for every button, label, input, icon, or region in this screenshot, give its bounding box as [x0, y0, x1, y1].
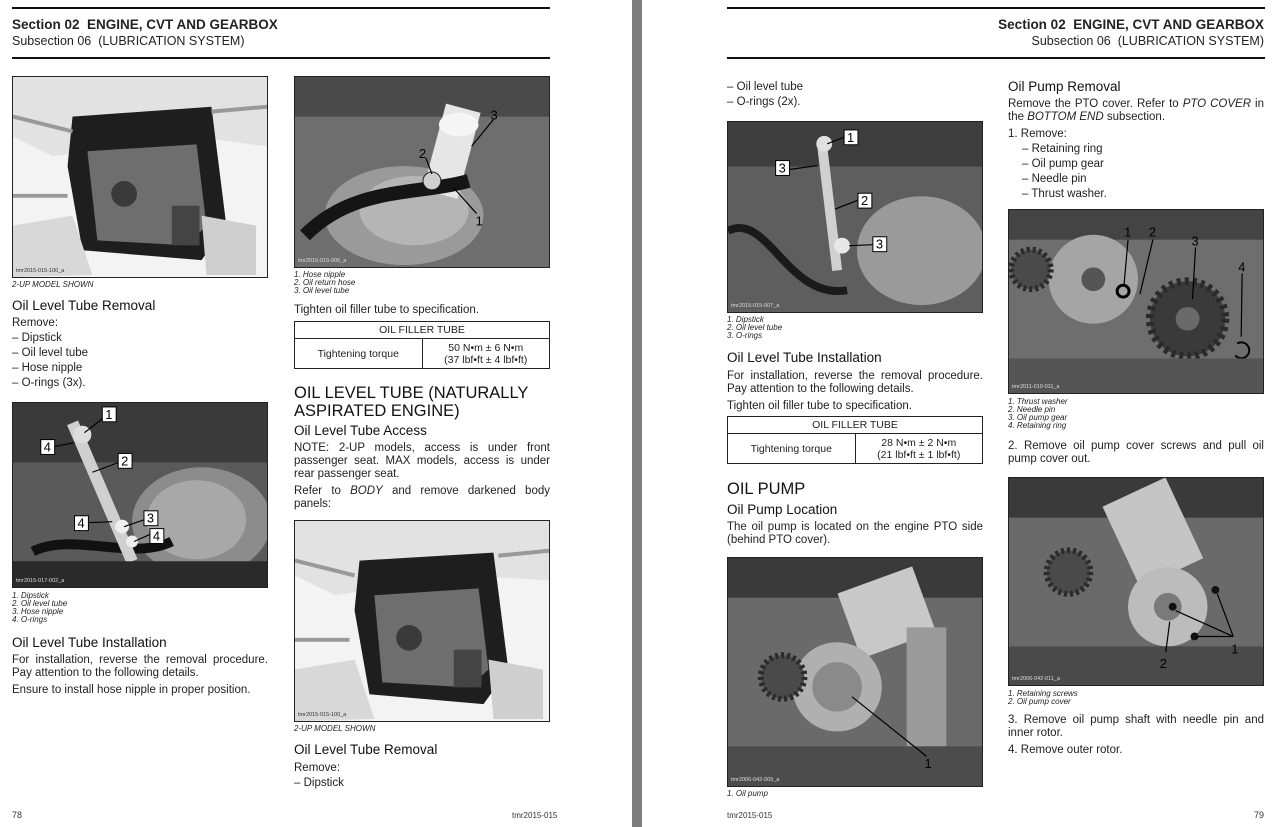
- legend-item: 1. Thrust washer: [1008, 397, 1068, 406]
- install-paragraph: Ensure to install hose nipple in proper position.: [12, 684, 251, 696]
- spec-table-header: OIL FILLER TUBE: [295, 322, 550, 339]
- header-top-rule: [12, 7, 550, 9]
- page-number: 79: [1253, 810, 1264, 820]
- callout-label: 1: [924, 756, 932, 772]
- list-item: – Thrust washer.: [1022, 188, 1107, 200]
- hose-nipple-figure: [294, 76, 550, 268]
- header-bottom-rule: [727, 57, 1265, 59]
- spec-table-label: Tightening torque: [728, 434, 856, 464]
- legend-item: 3. O-rings: [727, 331, 763, 340]
- callout-label: 4: [43, 439, 51, 455]
- section-heading: Section 02 ENGINE, CVT AND GEARBOX: [12, 17, 278, 32]
- legend-item: 1. Retaining screws: [1008, 689, 1078, 698]
- figure-code: tmr2015-015-100_a: [298, 712, 347, 719]
- access-heading: Oil Level Tube Access: [294, 423, 427, 438]
- list-item: – Dipstick: [12, 332, 62, 344]
- legend-item: 1. Oil pump: [727, 789, 768, 798]
- location-paragraph: The oil pump is located on the engine PTO side (behind PTO cover).: [727, 521, 983, 546]
- subsection-heading: Subsection 06 (LUBRICATION SYSTEM): [1031, 34, 1264, 48]
- pump-removal-heading: Oil Pump Removal: [1008, 79, 1121, 94]
- list-item: – O-rings (2x).: [727, 96, 801, 108]
- callout-label: 2: [419, 146, 427, 162]
- engine-dipstick-figure: [12, 402, 268, 588]
- section-heading: Section 02 ENGINE, CVT AND GEARBOX: [998, 17, 1264, 32]
- figure-code: tmr2011-010-011_a: [1012, 384, 1060, 391]
- legend-item: 2. Oil level tube: [727, 323, 783, 332]
- legend-item: 3. Oil pump gear: [1008, 413, 1068, 422]
- install-heading: Oil Level Tube Installation: [12, 635, 167, 650]
- callout-label: 1: [1231, 641, 1239, 657]
- right-page: [642, 0, 1280, 827]
- note-paragraph: NOTE: 2-UP models, access is under front passenger seat. MAX models, access is under rear passenger seat.: [294, 442, 550, 480]
- spec-table: [294, 321, 550, 369]
- legend-item: 4. Retaining ring: [1008, 421, 1067, 430]
- figure-caption: 2-UP MODEL SHOWN: [294, 724, 376, 733]
- figure-code: tmr2006-042-009_a: [731, 777, 780, 784]
- figure-code: tmr2015-017-002_a: [16, 578, 65, 585]
- page-gutter: [632, 0, 642, 827]
- spec-table-label: Tightening torque: [295, 339, 423, 369]
- tighten-instruction: Tighten oil filler tube to specification.: [294, 304, 479, 316]
- step-item: 4. Remove outer rotor.: [1008, 744, 1123, 756]
- legend-item: 4. O-rings: [12, 615, 48, 624]
- step-item: 1. Remove:: [1008, 128, 1067, 140]
- page-number: 78: [12, 810, 23, 820]
- engine-tube-figure: [727, 121, 983, 313]
- callout-label: 1: [1124, 224, 1132, 240]
- figure-code: tmr2015-015-007_a: [731, 303, 780, 310]
- removal-intro: Remove:: [12, 317, 59, 329]
- doc-code: tmr2015-015: [727, 811, 773, 820]
- figure-code: tmr2015-015-006_a: [298, 258, 347, 265]
- spec-table: [727, 416, 983, 464]
- removal-heading: Oil Level Tube Removal: [12, 298, 156, 313]
- callout-label: 2: [121, 453, 129, 469]
- callout-label: 3: [146, 510, 155, 526]
- oil-pump-location-figure: [727, 557, 983, 787]
- tighten-instruction: Tighten oil filler tube to specification.: [727, 400, 912, 412]
- list-item: – Oil level tube: [12, 347, 89, 359]
- pump-removal-paragraph: Remove the PTO cover. Refer to PTO COVER in the BOTTOM END subsection.: [1008, 98, 1264, 123]
- figure-code: tmr2006-042-011_a: [1012, 676, 1060, 683]
- doc-code: tmr2015-015: [512, 811, 558, 820]
- callout-label: 3: [490, 107, 498, 123]
- location-heading: Oil Pump Location: [727, 502, 838, 517]
- section-title: OIL LEVEL TUBE (NATURALLY ASPIRATED ENGINE): [294, 384, 529, 420]
- callout-label: 2: [1159, 656, 1167, 672]
- pump-gear-figure: [1008, 209, 1264, 394]
- list-item: – O-rings (3x).: [12, 377, 86, 389]
- install-paragraph: For installation, reverse the removal procedure. Pay attention to the following details.: [727, 370, 983, 395]
- left-page: [0, 0, 632, 827]
- list-item: – Oil pump gear: [1022, 158, 1104, 170]
- header-top-rule: [727, 7, 1265, 9]
- list-item: – Needle pin: [1022, 173, 1087, 185]
- spec-table-header: OIL FILLER TUBE: [728, 417, 983, 434]
- callout-label: 3: [875, 236, 884, 252]
- install-paragraph: For installation, reverse the removal procedure. Pay attention to the following details.: [12, 654, 268, 679]
- legend-item: 1. Hose nipple: [294, 270, 346, 279]
- spec-table-value: 50 N•m ± 6 N•m (37 lbf•ft ± 4 lbf•ft): [422, 339, 550, 369]
- legend-item: 3. Hose nipple: [12, 607, 64, 616]
- figure-caption: 2-UP MODEL SHOWN: [12, 280, 94, 289]
- figure-code: tmr2015-015-100_a: [16, 268, 65, 275]
- spec-table-value: 28 N•m ± 2 N•m (21 lbf•ft ± 1 lbf•ft): [855, 434, 983, 464]
- removal-heading: Oil Level Tube Removal: [294, 742, 438, 757]
- callout-label: 1: [105, 406, 113, 422]
- callout-label: 1: [475, 213, 483, 229]
- list-item: – Retaining ring: [1022, 143, 1103, 155]
- pump-cover-figure: [1008, 477, 1264, 686]
- legend-item: 2. Oil level tube: [12, 599, 68, 608]
- callout-label: 1: [847, 129, 855, 145]
- callout-label: 2: [1148, 224, 1157, 240]
- legend-item: 1. Dipstick: [12, 591, 49, 600]
- section-title: OIL PUMP: [727, 480, 806, 498]
- refer-paragraph: Refer to BODY and remove darkened body panels:: [294, 485, 550, 510]
- body-panels-figure: [294, 520, 550, 722]
- callout-label: 4: [77, 515, 85, 531]
- callout-label: 4: [152, 528, 161, 544]
- callout-label: 2: [860, 193, 869, 209]
- legend-item: 2. Needle pin: [1008, 405, 1056, 414]
- vehicle-body-figure: [12, 76, 268, 278]
- subsection-heading: Subsection 06 (LUBRICATION SYSTEM): [12, 34, 245, 48]
- list-item: – Oil level tube: [727, 81, 804, 93]
- legend-item: 3. Oil level tube: [294, 286, 350, 295]
- callout-label: 3: [778, 160, 786, 176]
- removal-intro: Remove:: [294, 762, 341, 774]
- legend-item: 2. Oil return hose: [294, 278, 356, 287]
- step-item: 2. Remove oil pump cover screws and pull oil pump cover out.: [1008, 440, 1264, 465]
- callout-label: 4: [1238, 259, 1246, 275]
- install-heading: Oil Level Tube Installation: [727, 350, 882, 365]
- callout-label: 3: [1191, 233, 1199, 249]
- legend-item: 1. Dipstick: [727, 315, 764, 324]
- legend-item: 2. Oil pump cover: [1008, 697, 1071, 706]
- list-item: – Dipstick: [294, 777, 344, 789]
- header-bottom-rule: [12, 57, 550, 59]
- step-item: 3. Remove oil pump shaft with needle pin and inner rotor.: [1008, 714, 1264, 739]
- list-item: – Hose nipple: [12, 362, 83, 374]
